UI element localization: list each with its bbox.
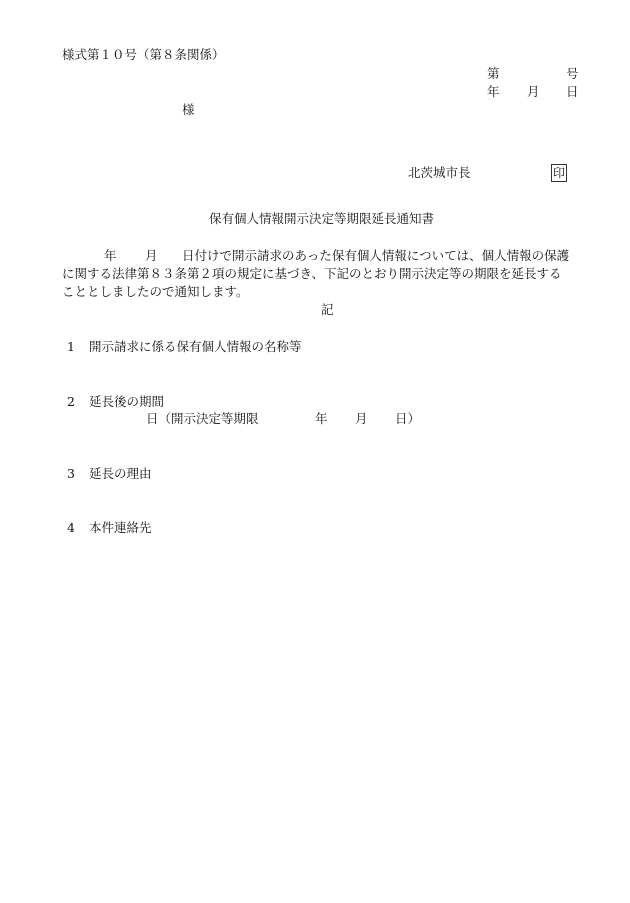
body-line2: に関する法律第８３条第２項の規定に基づき、下記のとおり開示決定等の期限を延長する: [62, 266, 562, 281]
item3-label: 延長の理由: [89, 466, 152, 481]
item2-day-close: 日）: [395, 411, 421, 426]
seal-stamp: 印: [552, 166, 565, 180]
item2-day-label: 日（開示決定等期限: [146, 411, 259, 426]
item2-year: 年: [315, 411, 328, 426]
item1-number: 1: [67, 339, 75, 354]
date-day: 日: [566, 84, 579, 99]
item2-month: 月: [355, 411, 368, 426]
item3-number: 3: [67, 466, 75, 481]
ki-heading: 記: [321, 302, 334, 317]
number-prefix: 第: [487, 66, 500, 81]
item4-number: 4: [67, 520, 75, 535]
document-title: 保有個人情報開示決定等期限延長通知書: [209, 211, 435, 226]
body-month: 月: [145, 248, 158, 263]
date-year: 年: [487, 84, 500, 99]
issuer-name: 北茨城市長: [408, 165, 471, 180]
number-suffix: 号: [566, 66, 579, 81]
item2-label: 延長後の期間: [89, 394, 165, 409]
date-month: 月: [527, 84, 540, 99]
item1-label: 開示請求に係る保有個人情報の名称等: [89, 339, 302, 354]
item4-label: 本件連絡先: [89, 520, 152, 535]
body-year: 年: [104, 248, 117, 263]
item2-number: 2: [67, 394, 75, 409]
addressee-honorific: 様: [182, 102, 195, 117]
body-line3: こととしましたので通知します。: [62, 284, 249, 299]
body-line1: 日付けで開示請求のあった保有個人情報については、個人情報の保護: [182, 248, 570, 263]
form-id: 様式第１０号（第８条関係）: [62, 47, 225, 62]
